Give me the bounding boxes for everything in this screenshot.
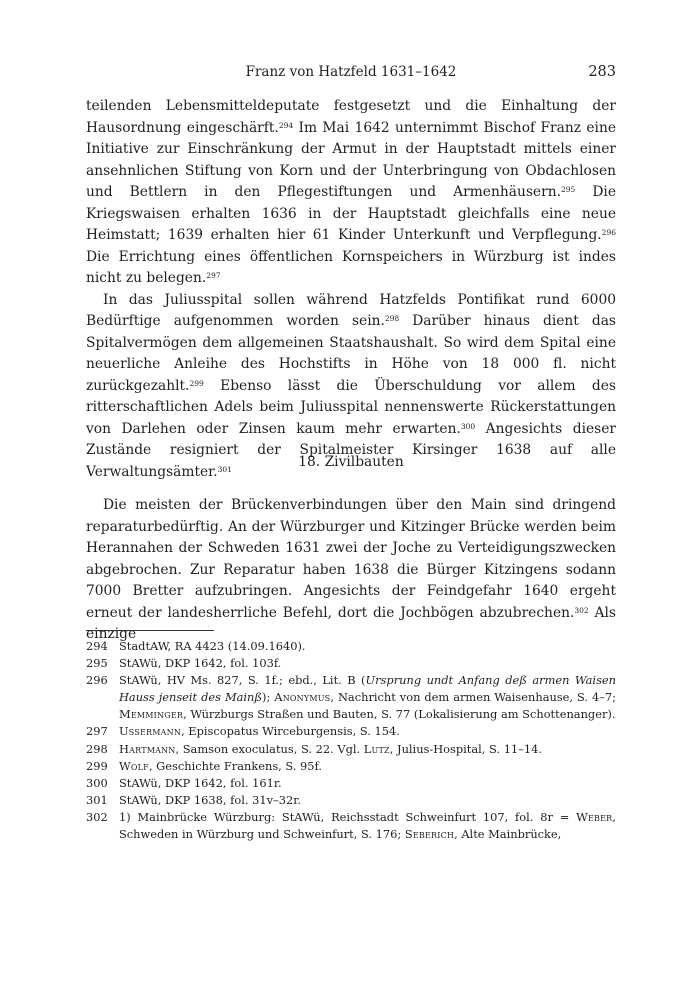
footnote-ref[interactable]: 298: [384, 313, 400, 323]
footnote-number: 295: [86, 656, 108, 671]
footnote-text: , Episcopatus Wirceburgensis, S. 154.: [181, 724, 400, 739]
footnote-301: [86, 792, 616, 809]
footnote-number: 294: [86, 639, 108, 653]
footnote-author: Wolf: [119, 758, 149, 773]
page-number: 283: [588, 64, 616, 80]
footnote-number: 298: [86, 741, 108, 756]
footnote-text: , Julius-Hospital, S. 11–14.: [389, 741, 542, 756]
running-title: Franz von Hatzfeld 1631–1642: [245, 64, 457, 80]
footnote-text: , Geschichte Frankens, S. 95f.: [148, 758, 322, 773]
footnote-author: Memminger: [119, 707, 184, 722]
text-run: Darüber hinaus dient das Spitalvermögen dem allgemeinen Staatshaushalt. So wird dem Spital eine neuerliche Anleihe des Hochstifts in Höhe von 18 000 fl. nicht zurückgezahlt.: [86, 313, 617, 394]
paragraph-3: [86, 495, 616, 646]
footnote-296: [86, 672, 616, 723]
text-run: Die Errichtung eines öffentlichen Kornspeichers in Würzburg ist indes nicht zu belegen.: [86, 248, 616, 286]
footnote-number: 299: [86, 758, 108, 773]
footnote-text: StadtAW, RA 4423 (14.09.1640).: [119, 639, 306, 653]
footnote-text: StAWü, DKP 1642, fol. 103f.: [119, 656, 282, 671]
footnote-298: [86, 741, 616, 758]
footnote-ref[interactable]: 300: [460, 421, 476, 431]
footnote-294: [86, 638, 616, 655]
footnote-author: Weber: [576, 809, 613, 824]
text-run: Als einzige: [86, 604, 617, 642]
text-run: teilenden Lebensmitteldeputate festgesetzt und die Einhaltung der Hausordnung eingeschärft.: [86, 98, 616, 136]
footnote-text: );: [262, 690, 275, 705]
footnote-ref[interactable]: 301: [217, 464, 232, 474]
footnote-ref[interactable]: 299: [189, 378, 204, 388]
footnote-number: 297: [86, 724, 108, 739]
footnote-text: , Schweden in Würzburg und Schweinfurt, S. 176;: [119, 809, 616, 842]
footnote-ref[interactable]: 297: [206, 270, 221, 280]
text-run: Die Kriegswaisen erhalten 1636 in der Hauptstadt gleichfalls eine neue Heimstatt; 1639 erhalten hier 61 Kinder Unterkunft und Verpflegung.: [86, 184, 616, 243]
footnote-300: [86, 775, 616, 792]
text-run: Ebenso lässt die Überschuldung vor allem des ritterschaftlichen Adels beim Juliusspital nennenswerte Rückerstattungen von Darlehen oder Zinsen kaum mehr erwarten.: [86, 377, 616, 437]
footnote-number: 296: [86, 673, 108, 688]
footnote-number: 300: [86, 775, 108, 790]
footnote-text: StAWü, DKP 1642, fol. 161r.: [119, 775, 282, 790]
section-heading: 18. Zivilbauten: [298, 454, 404, 470]
running-head: [86, 62, 616, 82]
section-text: [86, 495, 616, 646]
footnote-text: , Samson exoculatus, S. 22. Vgl.: [175, 741, 364, 756]
footnote-ref[interactable]: 296: [601, 227, 616, 237]
footnote-302: [86, 809, 616, 843]
footnotes: [86, 638, 616, 843]
footnote-295: [86, 655, 616, 672]
footnote-text: , Alte Mainbrücke,: [454, 827, 562, 842]
text-run: Im Mai 1642 unternimmt Bischof Franz eine Initiative zur Einschränkung der Armut in der Hauptstadt mittels einer ansehnlichen Stiftung von Korn und der Unterbringung von Obdachlosen und Bettlern in den Pflegestiftungen und Armenhäusern.: [86, 119, 617, 200]
footnote-ref[interactable]: 294: [278, 120, 294, 130]
footnote-text: 1) Mainbrücke Würzburg: StAWü, Reichsstadt Schweinfurt 107, fol. 8r =: [119, 809, 577, 824]
footnote-number: 301: [86, 792, 108, 807]
footnote-divider: [86, 630, 214, 631]
footnote-title-italic: Ursprung undt Anfang deß armen Waisen Hauss jenseit des Mainß: [119, 673, 617, 705]
text-run: Angesichts dieser Zustände resigniert der Spitalmeister Kirsinger 1638 auf alle Verwaltungsämter.: [86, 420, 616, 480]
footnote-ref[interactable]: 295: [560, 184, 576, 194]
footnote-author: Anonymus: [274, 690, 331, 705]
footnote-text: , Nachricht von dem armen Waisenhause, S. 4–7;: [330, 690, 617, 705]
paragraph-1: [86, 96, 616, 290]
footnote-number: 302: [86, 809, 108, 824]
footnote-author: Seberich: [404, 827, 455, 842]
footnote-ref[interactable]: 302: [574, 605, 589, 615]
footnote-author: Ussermann: [119, 724, 182, 739]
text-run: In das Juliusspital sollen während Hatzfelds Pontifikat rund 6000 Bedürftige aufgenommen worden sein.: [86, 291, 616, 329]
footnote-text: StAWü, HV Ms. 827, S. 1f.; ebd., Lit. B (: [119, 673, 366, 688]
text-run: Die meisten der Brückenverbindungen über den Main sind dringend reparaturbedürftig. An der Würzburger und Kitzinger Brücke werden beim Herannahen der Schweden 1631 zwei der Joche zu Verteidigungszwecken abgebrochen. Zur Reparatur haben 1638 die Bürger Kitzingens sodann 7000 Bretter aufzubringen. Angesichts der Feindgefahr 1640 ergeht erneut der landesherrliche Befehl, dort die Jochbögen abzubrechen.: [86, 497, 616, 621]
footnote-author: Hartmann: [119, 741, 176, 756]
body-text: [86, 96, 616, 483]
footnote-299: [86, 758, 616, 775]
footnote-text: StAWü, DKP 1638, fol. 31v–32r.: [119, 792, 302, 807]
footnote-text: , Würzburgs Straßen und Bauten, S. 77 (Lokalisierung am Schottenanger).: [183, 707, 616, 722]
footnote-297: [86, 723, 616, 740]
footnote-author: Lutz: [363, 741, 390, 756]
